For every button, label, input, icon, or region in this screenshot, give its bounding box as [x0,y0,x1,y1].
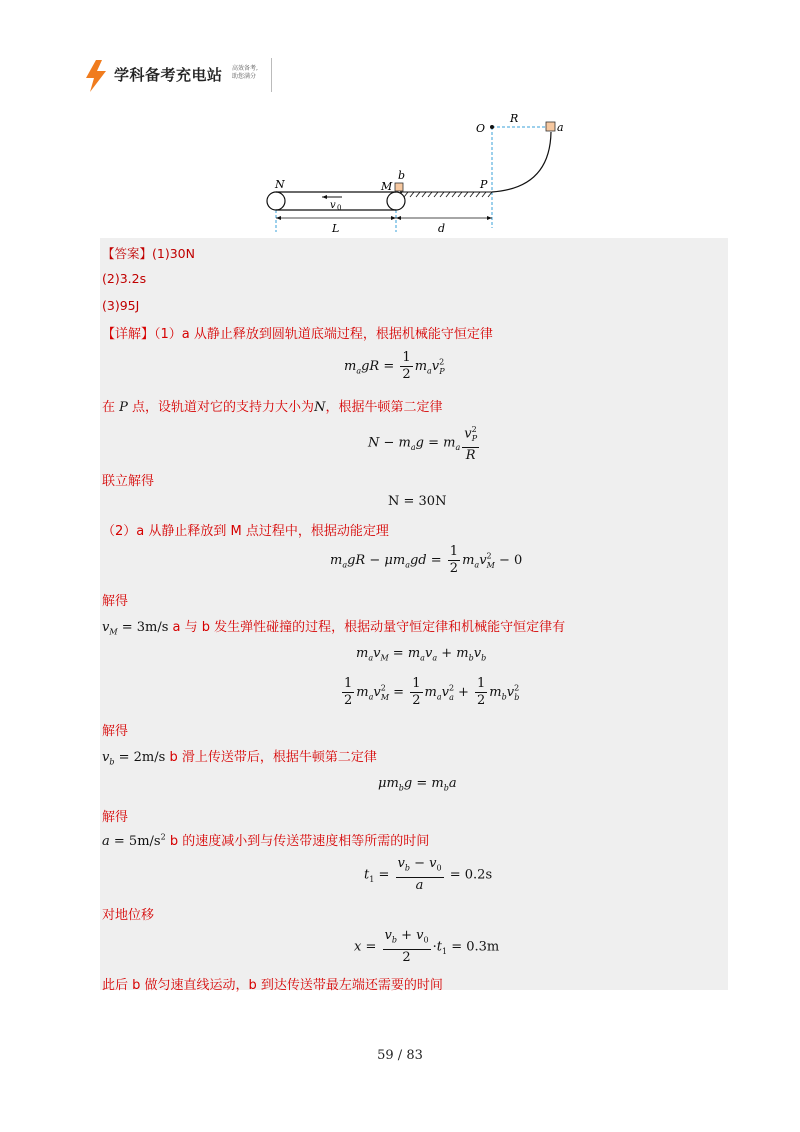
brand-name: 学科备考充电站 [114,66,223,84]
equation-N-value: N = 30N [388,494,447,509]
explanation-line-7: 解得 [102,724,129,739]
lightning-bolt-icon [84,60,108,92]
label-N: N [275,178,285,191]
answer-3: (3)95J [102,298,140,313]
explanation-line-4: （2）a 从静止释放到 M 点过程中，根据动能定理 [102,524,389,539]
equation-t1: $t_1$ = $\frac{v_b - v_0}{a}$ = 0.2s [364,856,493,893]
explanation-line-10: $a = 5m/s^2$ b 的速度减小到与传送带速度相等所需的时间 [102,832,430,849]
explanation-line-1: 【详解】（1）a 从静止释放到圆轨道底端过程，根据机械能守恒定律 [102,327,493,342]
explanation-label: 【详解】 [102,327,155,342]
explanation-line-3: 联立解得 [102,474,155,489]
explanation-line-5: 解得 [102,594,129,609]
brand-logo [78,58,274,92]
equation-energy: $m_agR$ = $\frac{1}{2}$ $m_av^2_P$ [344,350,445,382]
equation-newton-P: $N - m_ag = m_a$ $\frac{v^2_P}{R}$ [368,422,481,464]
brand-slogan: 高效备考, 助您满分 [232,65,258,80]
explanation-line-12: 此后 b 做匀速直线运动，b 到达传送带最左端还需要的时间 [102,978,443,993]
label-P: P [480,178,488,191]
label-a: a [557,121,564,134]
label-M: M [381,180,393,193]
physics-diagram [250,100,570,240]
explanation-line-9: 解得 [102,810,129,825]
explanation-line-11: 对地位移 [102,908,155,923]
equation-displacement: x = $\frac{v_b + v_0}{2}$ $\cdot t_1 = 0.3m$ [354,928,500,965]
equation-energy-conservation: $\frac{1}{2}$ $m_av^2_M$ = $\frac{1}{2}$ $m_av^2_a$ + $\frac{1}{2}$ $m_bv^2_b$ [344,676,520,708]
label-d: d [438,222,446,235]
equation-work-energy: $m_agR - \mu m_agd$ = $\frac{1}{2}$ $m_av^2_M - 0$ [330,544,523,576]
explanation-line-2: 在 P 点，设轨道对它的支持力大小为N，根据牛顿第二定律 [102,400,443,415]
equation-momentum: $m_av_M = m_av_a + m_bv_b$ [356,646,487,663]
equation-friction: $\mu m_bg = m_ba$ [378,776,457,793]
label-O: O [476,122,486,135]
label-b: b [398,169,406,182]
answer-1: 【答案】(1)30N [102,246,195,261]
label-L: L [332,222,340,235]
label-R: R [510,112,519,125]
label-v0-sub: 0 [337,204,342,212]
divider [271,58,272,92]
answer-2: (2)3.2s [102,271,147,286]
explanation-line-8: $v_b = 2m/s$ b 滑上传送带后，根据牛顿第二定律 [102,750,377,767]
explanation-line-6: $v_M = 3m/s$ a 与 b 发生弹性碰撞的过程，根据动量守恒定律和机械能守恒定律有 [102,620,566,637]
label-v0: v [330,200,336,211]
page-number: 59 / 83 [377,1048,423,1063]
